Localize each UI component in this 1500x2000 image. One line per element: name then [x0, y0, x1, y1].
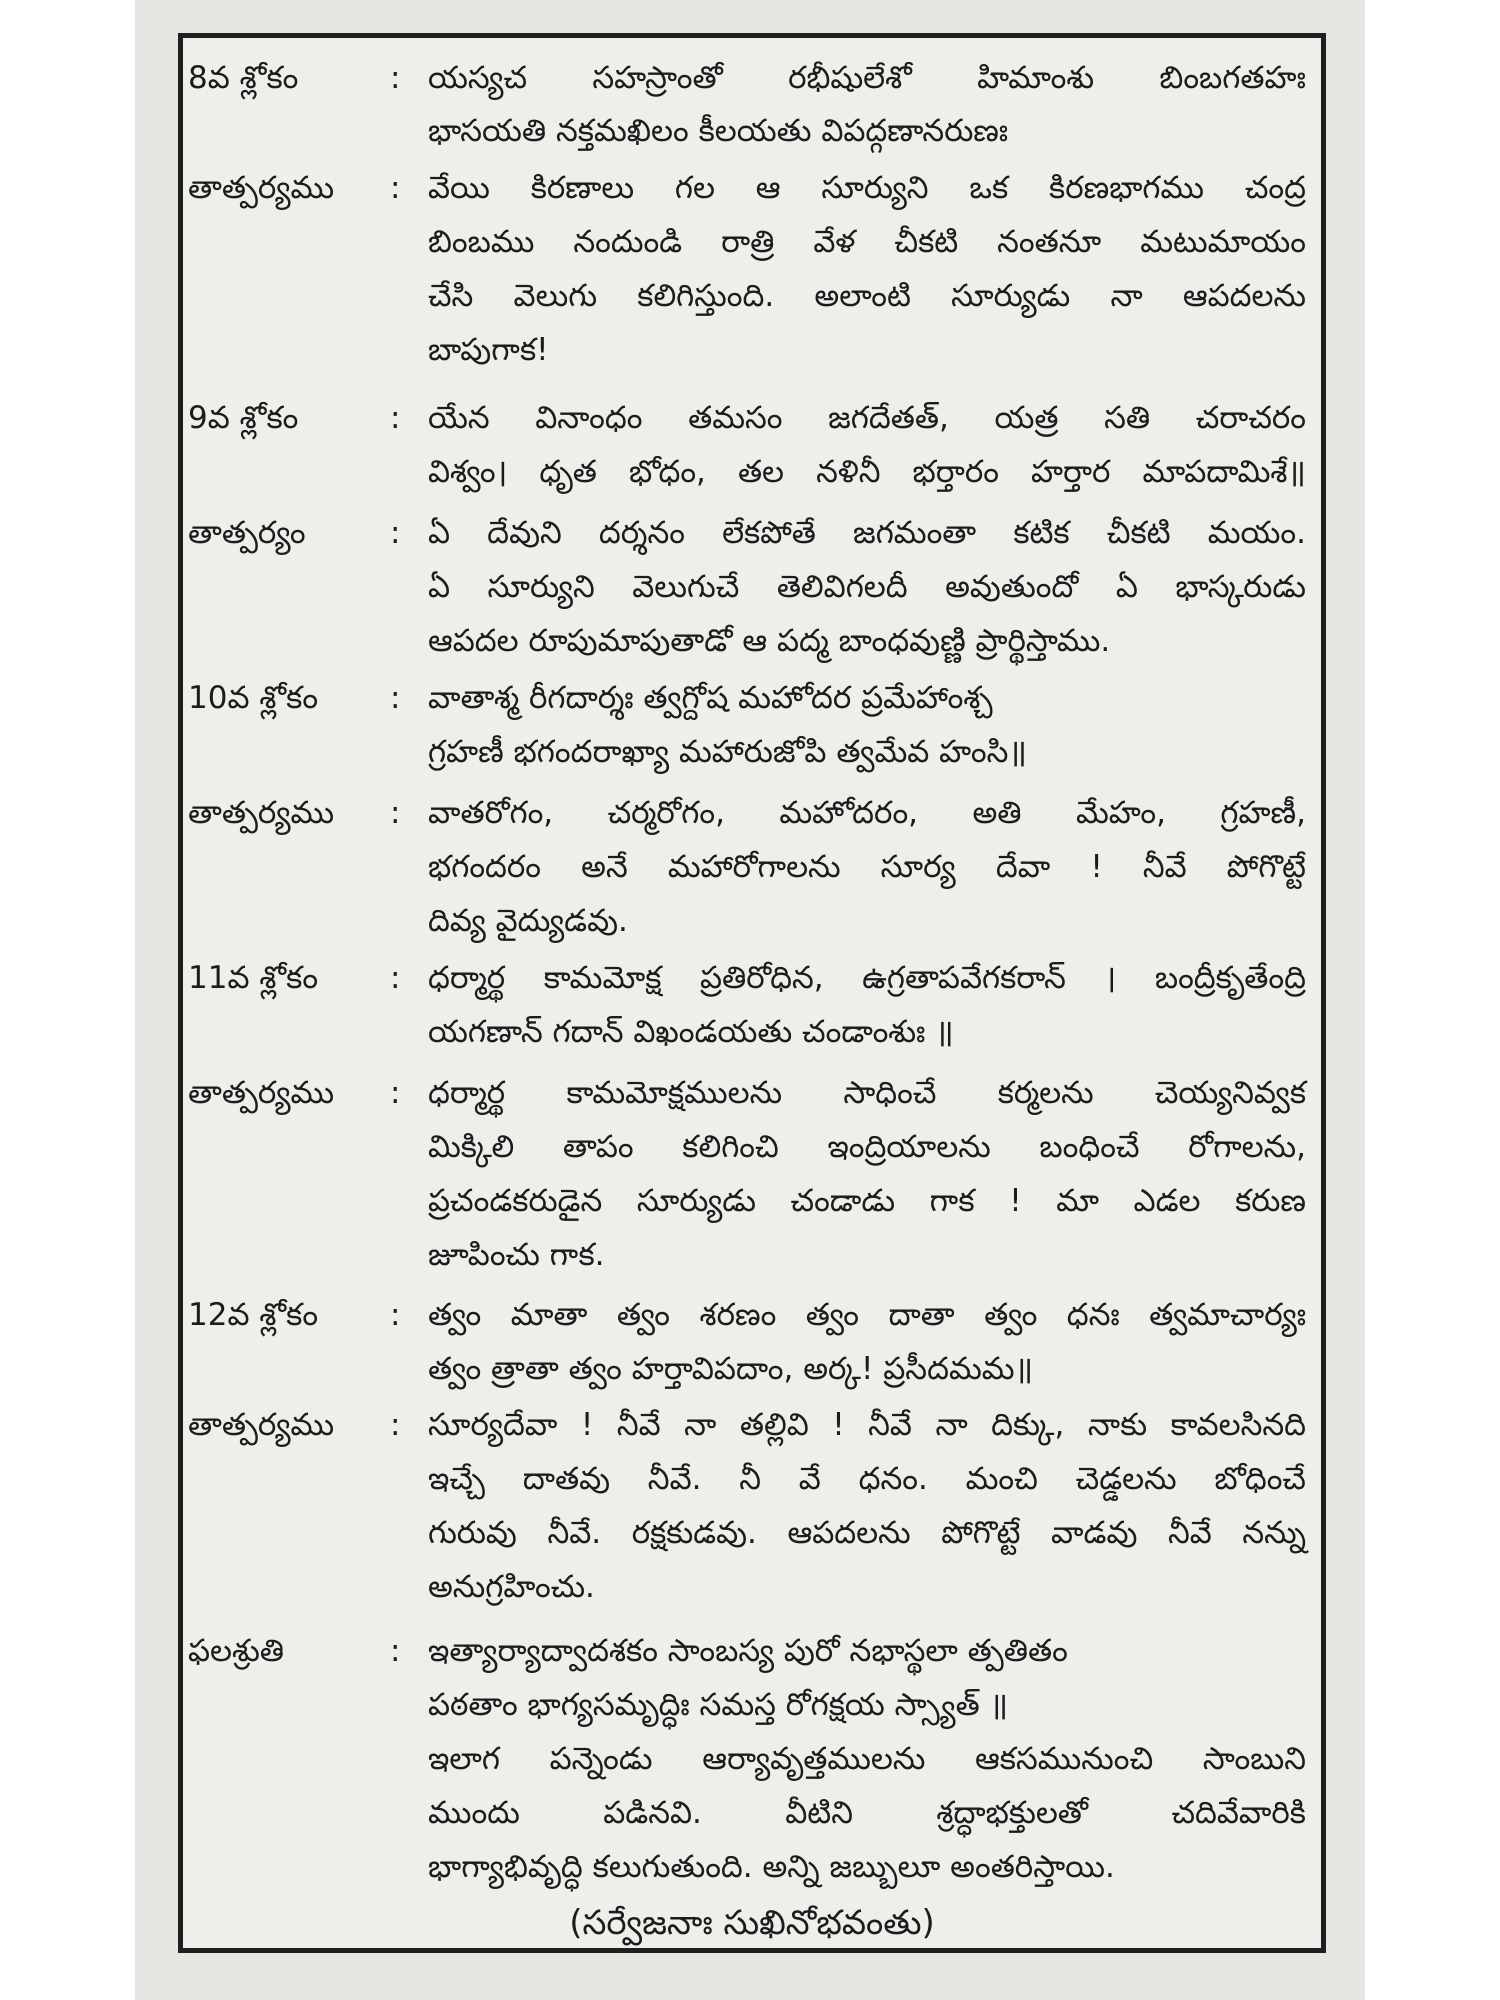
text-line: యేన వినాంధం తమసం జగదేతత్, యత్ర సతి చరాచరం	[428, 400, 1306, 436]
sloka-label: 8వ శ్లోకం	[188, 60, 299, 96]
text-line: విశ్వం। ధృత భోధం, తల నళినీ భర్తారం హర్తార మాపదామిశే॥	[428, 454, 1306, 490]
text-line: యస్యచ సహస్రాంతో రభీషులేశో హిమాంశు బింబగతహః	[428, 60, 1306, 96]
meaning-label: తాత్పర్యము	[188, 170, 335, 206]
label-colon: :	[390, 60, 401, 96]
label-colon: :	[390, 1633, 401, 1669]
sloka-8-row	[183, 53, 1321, 149]
text-line: భాగ్యాభివృద్ధి కలుగుతుంది. అన్ని జబ్బులూ అంతరిస్తాయి.	[428, 1849, 1115, 1885]
text-line: వాతాశ్మ రీగదార్శః త్వగ్దోష మహోదర ప్రమేహాంశ్చ	[428, 680, 993, 716]
text-line: వాతరోగం, చర్మరోగం, మహోదరం, అతి మేహం, గ్రహణీ,	[428, 795, 1306, 831]
text-line: త్వం త్రాతా త్వం హర్తావిపదాం, అర్క! ప్రసీదమమ॥	[428, 1351, 1034, 1387]
meaning-row	[183, 788, 1321, 939]
sloka-10-row	[183, 673, 1321, 770]
text-line: భగందరం అనే మహారోగాలను సూర్య దేవా ! నీవే పోగొట్టే	[428, 849, 1306, 885]
text-line: గురువు నీవే. రక్షకుడవు. ఆపదలను పోగొట్టే వాడవు నీవే నన్ను	[428, 1515, 1306, 1551]
meaning-row	[183, 508, 1321, 659]
text-line: వేయి కిరణాలు గల ఆ సూర్యుని ఒక కిరణభాగము చంద్ర	[428, 170, 1306, 206]
text-line: యగణాన్ గదాన్ విఖండయతు చండాంశుః ॥	[428, 1014, 954, 1050]
text-line: గ్రహణీ భగందరాఖ్యా మహారుజోపి త్వమేవ హంసి॥	[428, 734, 1027, 770]
text-line: బింబము నందుండి రాత్రి వేళ చీకటి నంతనూ మటుమాయం	[428, 224, 1306, 260]
label-colon: :	[390, 795, 401, 831]
text-line: ప్రచండకరుడైన సూర్యుడు చండాడు గాక ! మా ఎడల కరుణ	[428, 1183, 1306, 1219]
label-colon: :	[390, 170, 401, 206]
sloka-label: 9వ శ్లోకం	[188, 400, 299, 436]
label-colon: :	[390, 1407, 401, 1443]
sloka-label: 12వ శ్లోకం	[188, 1297, 319, 1333]
text-line: జూపించు గాక.	[428, 1237, 605, 1273]
meaning-label: తాత్పర్యము	[188, 1075, 335, 1111]
text-line: ధర్మార్థ కామమోక్షములను సాధించే కర్మలను చెయ్యనివ్వక	[428, 1075, 1306, 1111]
sloka-9-row	[183, 393, 1321, 490]
phalashruti-row	[183, 1626, 1321, 1885]
closing-line: (సర్వేజనాః సుఖినోభవంతు)	[569, 1903, 935, 1943]
sloka-label: 11వ శ్లోకం	[188, 960, 319, 996]
label-colon: :	[390, 680, 401, 716]
meaning-label: తాత్పర్యము	[188, 1407, 335, 1443]
text-line: అనుగ్రహించు.	[428, 1569, 595, 1605]
text-line: ఇత్యార్యాద్వాదశకం సాంబస్య పురో నభాస్థలా త్పతితం	[428, 1633, 1068, 1669]
label-colon: :	[390, 960, 401, 996]
text-line: ఇలాగ పన్నెండు ఆర్యావృత్తములను ఆకసమునుంచి సాంబుని	[428, 1741, 1306, 1777]
bordered-text-box	[178, 33, 1326, 1953]
text-line: ఏ సూర్యుని వెలుగుచే తెలివిగలదీ అవుతుందో ఏ భాస్కరుడు	[428, 569, 1306, 605]
meaning-row	[183, 1068, 1321, 1273]
meaning-label: తాత్పర్యము	[188, 795, 335, 831]
label-colon: :	[390, 1297, 401, 1333]
text-line: బాపుగాక!	[428, 332, 549, 368]
meaning-label: తాత్పర్యం	[188, 515, 306, 551]
text-line: ఆపదల రూపుమాపుతాడో ఆ పద్మ బాంధవుణ్ణి ప్రార్థిస్తాము.	[428, 623, 1111, 659]
text-line: ఇచ్చే దాతవు నీవే. నీ వే ధనం. మంచి చెడ్డలను బోధించే	[428, 1461, 1306, 1497]
text-line: మిక్కిలి తాపం కలిగించి ఇంద్రియాలను బంధించే రోగాలను,	[428, 1129, 1306, 1165]
text-line: భాసయతి నక్తమఖిలం కీలయతు విపద్గణానరుణః	[428, 113, 1009, 149]
label-colon: :	[390, 400, 401, 436]
label-colon: :	[390, 1075, 401, 1111]
sloka-12-row	[183, 1290, 1321, 1387]
phalashruti-label: ఫలశ్రుతి	[188, 1633, 285, 1669]
text-line: చేసి వెలుగు కలిగిస్తుంది. అలాంటి సూర్యుడు నా ఆపదలను	[428, 278, 1306, 314]
label-colon: :	[390, 515, 401, 551]
text-line: త్వం మాతా త్వం శరణం త్వం దాతా త్వం ధనః త్వమాచార్యః	[428, 1297, 1306, 1333]
sloka-11-row	[183, 953, 1321, 1050]
sloka-label: 10వ శ్లోకం	[188, 680, 319, 716]
text-line: పఠతాం భాగ్యసమృద్ధిః సమస్త రోగక్షయ స్స్యాత్ ॥	[428, 1687, 1009, 1723]
meaning-row	[183, 1400, 1321, 1605]
text-line: సూర్యదేవా ! నీవే నా తల్లివి ! నీవే నా దిక్కు, నాకు కావలసినది	[428, 1407, 1306, 1443]
meaning-row	[183, 163, 1321, 368]
text-line: దివ్య వైద్యుడవు.	[428, 903, 628, 939]
text-line: ధర్మార్థ కామమోక్ష ప్రతిరోధిన, ఉగ్రతాపవేగకరాన్ । బంద్రీకృతేంద్రి	[428, 960, 1306, 996]
text-line: ముందు పడినవి. వీటిని శ్రద్ధాభక్తులతో చదివేవారికి	[428, 1795, 1306, 1831]
text-line: ఏ దేవుని దర్శనం లేకపోతే జగమంతా కటిక చీకటి మయం.	[428, 515, 1306, 551]
